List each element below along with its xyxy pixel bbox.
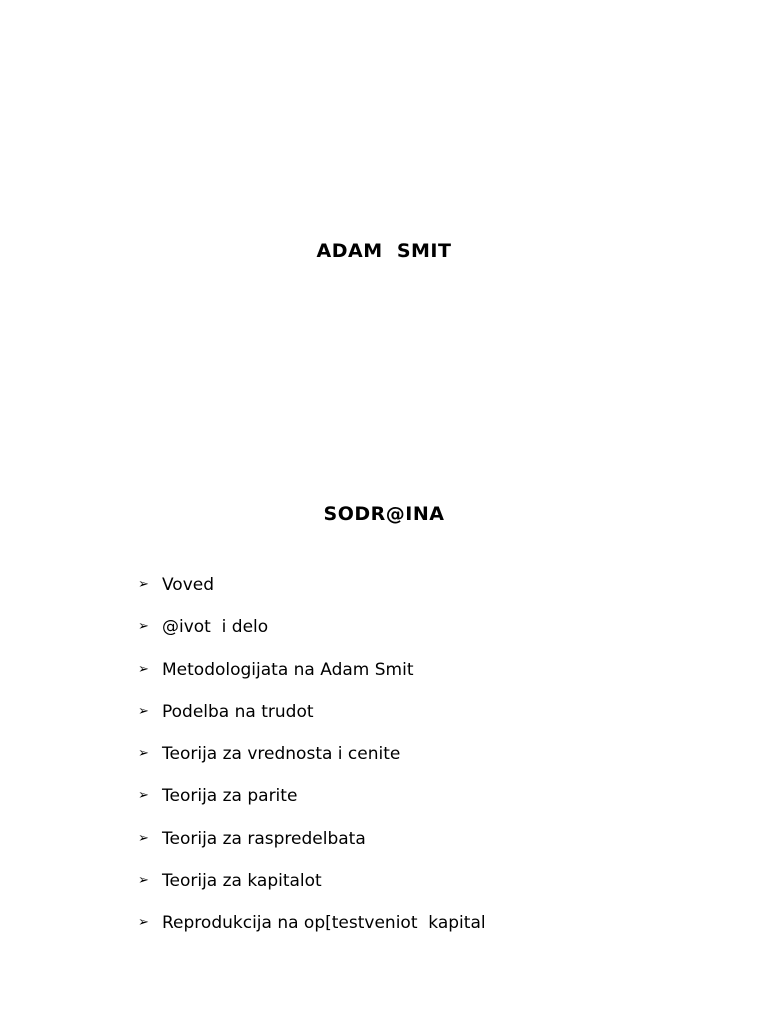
- toc-item: [138, 659, 486, 701]
- toc-item-label: Teorija za vrednosta i cenite: [162, 744, 401, 765]
- toc-item-label: @ivot i delo: [162, 617, 269, 638]
- toc-item: [138, 574, 486, 616]
- toc-item: [138, 785, 486, 827]
- arrowhead-bullet-icon: ➢: [138, 703, 149, 719]
- toc-item-label: Reprodukcija na op[testveniot kapital: [162, 913, 486, 934]
- arrowhead-bullet-icon: ➢: [138, 577, 149, 592]
- toc-item: [138, 870, 486, 912]
- arrowhead-bullet-icon: ➢: [138, 746, 149, 762]
- arrowhead-bullet-icon: ➢: [138, 915, 149, 931]
- toc-heading: SODR@INA: [323, 503, 445, 525]
- toc-item-label: Teorija za kapitalot: [162, 871, 322, 892]
- toc-item-label: Teorija za parite: [162, 786, 298, 807]
- document-title: ADAM SMIT: [316, 240, 452, 262]
- arrowhead-bullet-icon: ➢: [138, 873, 149, 889]
- toc-item: [138, 912, 486, 954]
- toc-list: [138, 574, 486, 955]
- toc-item: [138, 828, 486, 870]
- arrowhead-bullet-icon: ➢: [138, 619, 149, 635]
- toc-item: [138, 616, 486, 658]
- toc-item-label: Podelba na trudot: [162, 701, 314, 722]
- arrowhead-bullet-icon: ➢: [138, 830, 149, 846]
- arrowhead-bullet-icon: ➢: [138, 661, 149, 677]
- toc-item-label: Voved: [162, 575, 215, 595]
- toc-item-label: Teorija za raspredelbata: [162, 828, 366, 849]
- toc-item: [138, 701, 486, 743]
- arrowhead-bullet-icon: ➢: [138, 788, 149, 804]
- toc-item-label: Metodologijata na Adam Smit: [162, 659, 414, 680]
- toc-item: [138, 743, 486, 785]
